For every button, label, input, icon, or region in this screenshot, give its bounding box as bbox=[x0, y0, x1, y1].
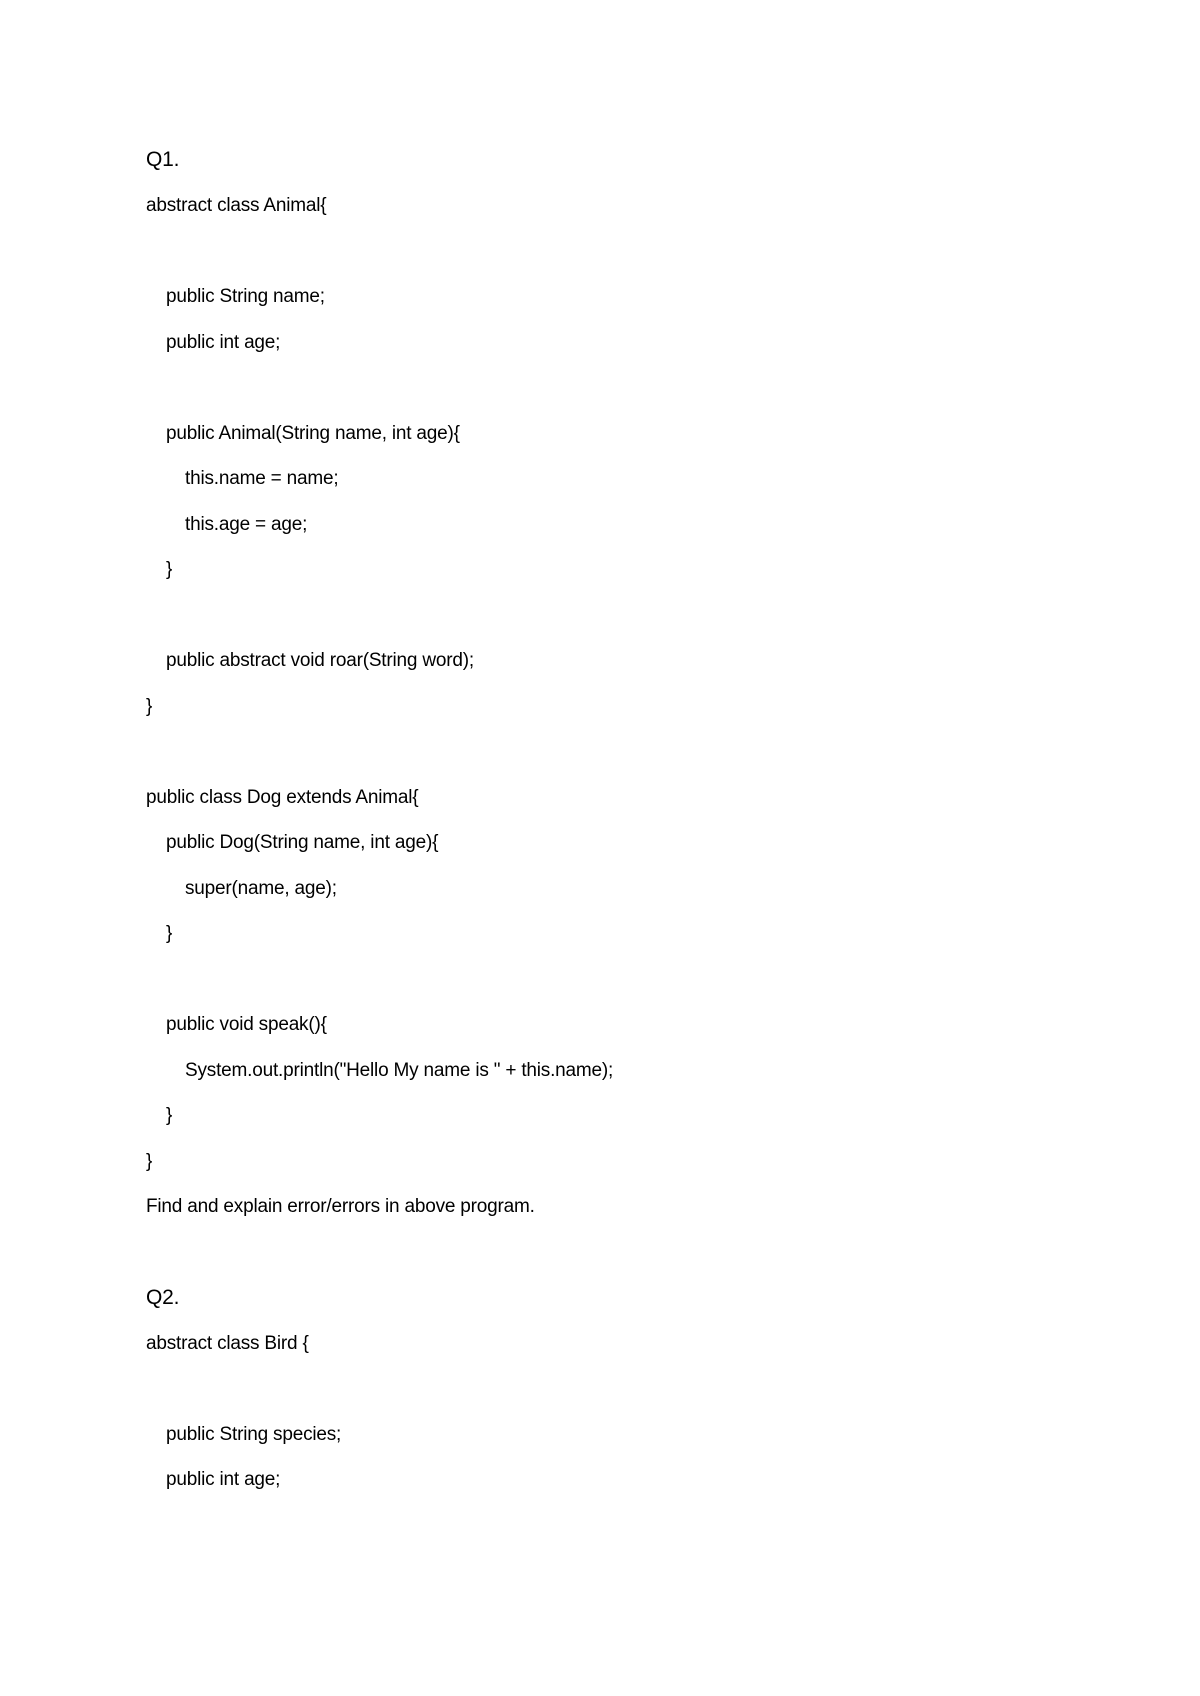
q1-code-line: abstract class Animal{ bbox=[146, 195, 327, 216]
q1-code-line: public abstract void roar(String word); bbox=[166, 650, 474, 671]
q1-code-line: this.name = name; bbox=[185, 468, 339, 489]
q1-code-line: } bbox=[166, 559, 173, 580]
q2-code-line: abstract class Bird { bbox=[146, 1333, 309, 1354]
q1-code-line: System.out.println("Hello My name is " + this.name); bbox=[185, 1060, 614, 1081]
q2-heading: Q2. bbox=[146, 1286, 180, 1309]
q1-code-line: public class Dog extends Animal{ bbox=[146, 787, 419, 808]
q1-code-line: } bbox=[166, 923, 173, 944]
q1-code-line: public void speak(){ bbox=[166, 1014, 327, 1035]
q1-code-line: this.age = age; bbox=[185, 514, 308, 535]
q1-code-line: } bbox=[146, 1151, 153, 1172]
q1-question: Find and explain error/errors in above program. bbox=[146, 1196, 535, 1217]
q2-code-line: public int age; bbox=[166, 1469, 281, 1490]
q1-code-line: super(name, age); bbox=[185, 878, 337, 899]
q1-code-line: } bbox=[166, 1105, 173, 1126]
q1-code-line: } bbox=[146, 696, 153, 717]
q2-code-line: public String species; bbox=[166, 1424, 342, 1445]
q1-code-line: public String name; bbox=[166, 286, 325, 307]
q1-code-line: public int age; bbox=[166, 332, 281, 353]
q1-code-line: public Dog(String name, int age){ bbox=[166, 832, 439, 853]
q1-code-line: public Animal(String name, int age){ bbox=[166, 423, 460, 444]
q1-heading: Q1. bbox=[146, 148, 180, 171]
